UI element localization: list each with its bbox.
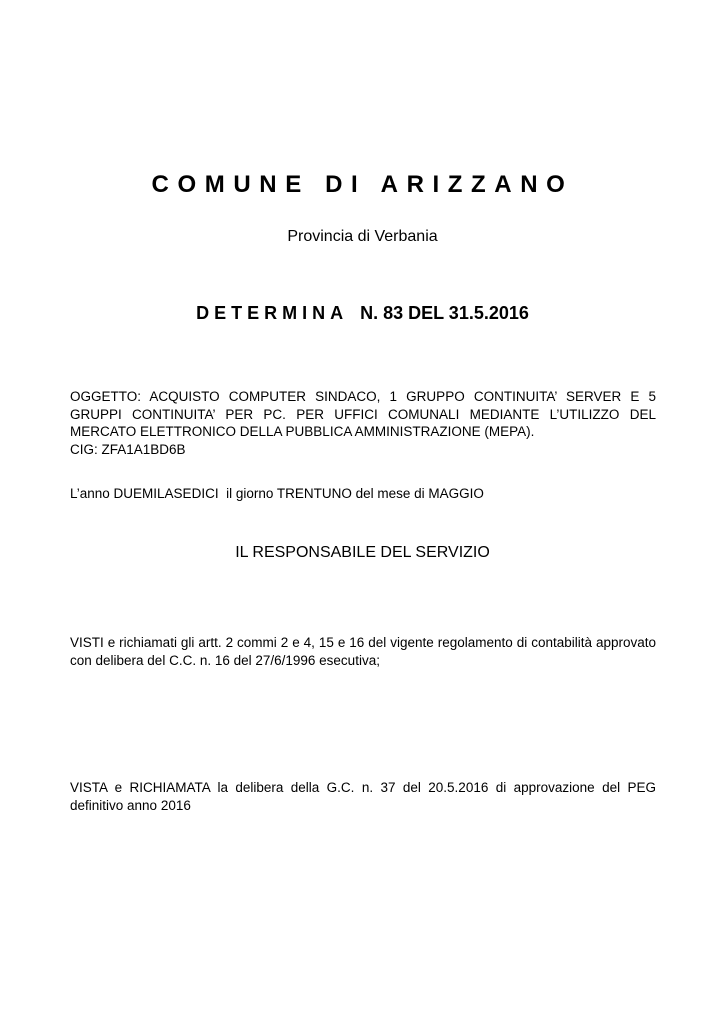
- determina-heading: [0, 300, 725, 326]
- date-statement: L’anno DUEMILASEDICI il giorno TRENTUNO del mese di MAGGIO: [70, 486, 484, 501]
- visti-paragraph: VISTI e richiamati gli artt. 2 commi 2 e 4, 15 e 16 del vigente regolamento di contabilità approvato con delibera del C.C. n. 16 del 27/6/1996 esecutiva;: [70, 635, 656, 668]
- oggetto-line-3: MERCATO ELETTRONICO DELLA PUBBLICA AMMINISTRAZIONE (MEPA).: [70, 424, 535, 439]
- vista-paragraph: VISTA e RICHIAMATA la delibera della G.C. n. 37 del 20.5.2016 di approvazione del PEG definitivo anno 2016: [70, 780, 656, 813]
- responsabile-heading: IL RESPONSABILE DEL SERVIZIO: [235, 544, 490, 561]
- determina-number: N. 83 DEL 31.5.2016: [360, 303, 529, 323]
- page-title: COMUNE DI ARIZZANO: [151, 171, 574, 198]
- oggetto-line-2: GRUPPI CONTINUITA’ PER PC. PER UFFICI COMUNALI MEDIANTE L’UTILIZZO DEL: [70, 406, 656, 422]
- cig-code: CIG: ZFA1A1BD6B: [70, 441, 186, 457]
- province-subtitle: Provincia di Verbania: [287, 228, 438, 245]
- oggetto-line-1: OGGETTO: ACQUISTO COMPUTER SINDACO, 1 GRUPPO CONTINUITA’ SERVER E 5: [70, 389, 656, 404]
- oggetto-section: [70, 388, 656, 458]
- determina-word: DETERMINA: [196, 303, 349, 323]
